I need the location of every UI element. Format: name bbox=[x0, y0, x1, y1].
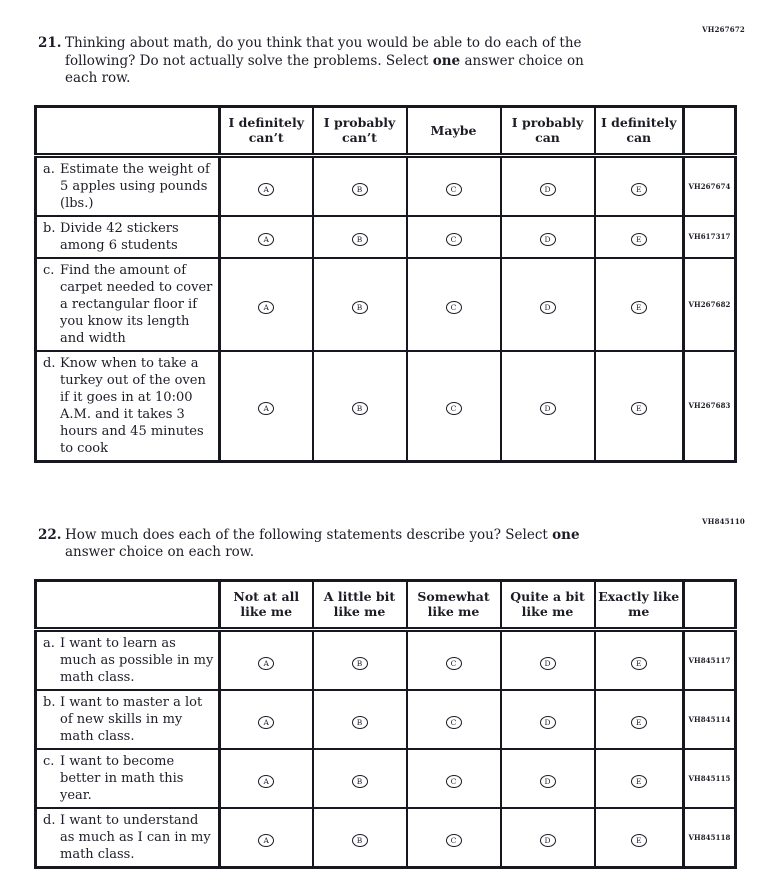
q21-row-c-cell-3 bbox=[407, 258, 501, 351]
q21-row-b-cell-2 bbox=[313, 216, 407, 258]
q22-row-a bbox=[36, 629, 736, 690]
row-statement: I want to become better in math this year. bbox=[60, 753, 184, 803]
q21-row-d-cell-4 bbox=[501, 351, 595, 462]
option-bubble-d[interactable]: D bbox=[540, 716, 556, 729]
question-21 bbox=[38, 35, 768, 88]
q21-row-b-cell-1 bbox=[220, 216, 313, 258]
option-bubble-e[interactable]: E bbox=[631, 301, 647, 314]
q21-row-d-cell-3 bbox=[407, 351, 501, 462]
q21-row-a-cell-5 bbox=[595, 155, 684, 216]
option-bubble-e[interactable]: E bbox=[631, 775, 647, 788]
q21-row-a-code: VH267674 bbox=[684, 155, 736, 216]
row-letter: a. bbox=[43, 161, 55, 177]
row-letter: a. bbox=[43, 635, 55, 651]
q21-row-a-cell-4 bbox=[501, 155, 595, 216]
option-bubble-b[interactable]: B bbox=[352, 834, 368, 847]
q21-row-a-label bbox=[36, 155, 220, 216]
option-bubble-b[interactable]: B bbox=[352, 657, 368, 670]
row-letter: c. bbox=[43, 753, 55, 769]
question-22-accession-code: VH845110 bbox=[702, 516, 745, 526]
option-bubble-d[interactable]: D bbox=[540, 402, 556, 415]
option-bubble-e[interactable]: E bbox=[631, 183, 647, 196]
option-bubble-b[interactable]: B bbox=[352, 301, 368, 314]
option-bubble-c[interactable]: C bbox=[446, 402, 462, 415]
q21-row-c-cell-5 bbox=[595, 258, 684, 351]
q22-header-col-5: Exactly like me bbox=[595, 580, 684, 629]
option-bubble-e[interactable]: E bbox=[631, 402, 647, 415]
question-21-table bbox=[34, 105, 737, 463]
q22-row-b-cell-1 bbox=[220, 690, 313, 749]
option-bubble-e[interactable]: E bbox=[631, 716, 647, 729]
row-statement: I want to learn as much as possible in my math class. bbox=[60, 635, 214, 685]
q22-row-c-cell-5 bbox=[595, 749, 684, 808]
q22-row-a-cell-1 bbox=[220, 629, 313, 690]
option-bubble-e[interactable]: E bbox=[631, 834, 647, 847]
option-bubble-d[interactable]: D bbox=[540, 233, 556, 246]
q21-header-col-4: I probably can bbox=[501, 106, 595, 155]
q22-row-b-code: VH845114 bbox=[684, 690, 736, 749]
option-bubble-a[interactable]: A bbox=[258, 301, 274, 314]
q22-row-a-label bbox=[36, 629, 220, 690]
row-statement: I want to master a lot of new skills in my math class. bbox=[60, 694, 203, 744]
q22-row-d bbox=[36, 808, 736, 868]
q21-row-d-cell-2 bbox=[313, 351, 407, 462]
option-bubble-c[interactable]: C bbox=[446, 775, 462, 788]
option-bubble-c[interactable]: C bbox=[446, 834, 462, 847]
q21-header-col-3: Maybe bbox=[407, 106, 501, 155]
option-bubble-e[interactable]: E bbox=[631, 233, 647, 246]
option-bubble-c[interactable]: C bbox=[446, 183, 462, 196]
option-bubble-b[interactable]: B bbox=[352, 233, 368, 246]
q22-header-col-2: A little bit like me bbox=[313, 580, 407, 629]
question-22 bbox=[38, 527, 768, 562]
option-bubble-b[interactable]: B bbox=[352, 183, 368, 196]
q22-row-c-cell-1 bbox=[220, 749, 313, 808]
option-bubble-b[interactable]: B bbox=[352, 716, 368, 729]
q22-row-b-cell-3 bbox=[407, 690, 501, 749]
option-bubble-d[interactable]: D bbox=[540, 183, 556, 196]
q21-row-b bbox=[36, 216, 736, 258]
q22-header-empty bbox=[36, 580, 220, 629]
question-21-accession-code: VH267672 bbox=[702, 25, 745, 34]
question-22-text: How much does each of the following statements describe you? Select one answer choice on each row. bbox=[65, 526, 580, 560]
q21-header-col-2: I probably can’t bbox=[313, 106, 407, 155]
option-bubble-a[interactable]: A bbox=[258, 657, 274, 670]
q22-header-code-empty bbox=[684, 580, 736, 629]
q22-row-b-cell-2 bbox=[313, 690, 407, 749]
option-bubble-c[interactable]: C bbox=[446, 657, 462, 670]
q22-row-d-cell-2 bbox=[313, 808, 407, 868]
q22-row-a-cell-2 bbox=[313, 629, 407, 690]
q21-row-d-label bbox=[36, 351, 220, 462]
row-statement: I want to understand as much as I can in my math class. bbox=[60, 812, 211, 862]
q22-row-d-code: VH845118 bbox=[684, 808, 736, 868]
q21-header-code-empty bbox=[684, 106, 736, 155]
q21-row-a-cell-1 bbox=[220, 155, 313, 216]
q22-row-d-label bbox=[36, 808, 220, 868]
q21-row-b-code: VH617317 bbox=[684, 216, 736, 258]
q21-header-col-1: I definitely can’t bbox=[220, 106, 313, 155]
q21-row-a-cell-2 bbox=[313, 155, 407, 216]
q22-row-c-label bbox=[36, 749, 220, 808]
option-bubble-a[interactable]: A bbox=[258, 716, 274, 729]
option-bubble-d[interactable]: D bbox=[540, 657, 556, 670]
q21-row-d-code: VH267683 bbox=[684, 351, 736, 462]
q21-row-c-cell-4 bbox=[501, 258, 595, 351]
q22-row-a-code: VH845117 bbox=[684, 629, 736, 690]
row-statement: Estimate the weight of 5 apples using pounds (lbs.) bbox=[60, 161, 210, 211]
row-statement: Know when to take a turkey out of the oven if it goes in at 10:00 A.M. and it takes 3 hours and 45 minutes to cook bbox=[60, 355, 206, 456]
row-letter: d. bbox=[43, 812, 56, 828]
option-bubble-d[interactable]: D bbox=[540, 301, 556, 314]
row-letter: b. bbox=[43, 694, 56, 710]
question-21-text: Thinking about math, do you think that you would be able to do each of the following? Do not actually solve the problems. Select one answer choice on each row. bbox=[65, 35, 584, 86]
q21-row-b-cell-4 bbox=[501, 216, 595, 258]
q22-row-d-cell-4 bbox=[501, 808, 595, 868]
q21-header-empty bbox=[36, 106, 220, 155]
q21-row-d-cell-1 bbox=[220, 351, 313, 462]
q22-row-a-cell-5 bbox=[595, 629, 684, 690]
row-statement: Find the amount of carpet needed to cover a rectangular floor if you know its length and width bbox=[60, 262, 213, 346]
q22-row-c-cell-3 bbox=[407, 749, 501, 808]
option-bubble-c[interactable]: C bbox=[446, 716, 462, 729]
q22-row-c-cell-4 bbox=[501, 749, 595, 808]
q22-header-row bbox=[36, 580, 736, 629]
q22-row-b-label bbox=[36, 690, 220, 749]
q21-row-b-cell-3 bbox=[407, 216, 501, 258]
q21-row-b-label bbox=[36, 216, 220, 258]
question-22-number: 22. bbox=[38, 526, 62, 543]
option-bubble-a[interactable]: A bbox=[258, 402, 274, 415]
option-bubble-d[interactable]: D bbox=[540, 775, 556, 788]
q21-row-a-cell-3 bbox=[407, 155, 501, 216]
option-bubble-c[interactable]: C bbox=[446, 301, 462, 314]
row-letter: c. bbox=[43, 262, 55, 278]
q22-header-col-1: Not at all like me bbox=[220, 580, 313, 629]
option-bubble-b[interactable]: B bbox=[352, 402, 368, 415]
row-statement: Divide 42 stickers among 6 students bbox=[60, 220, 179, 253]
option-bubble-b[interactable]: B bbox=[352, 775, 368, 788]
q21-row-d bbox=[36, 351, 736, 462]
q21-row-c-cell-2 bbox=[313, 258, 407, 351]
question-22-table bbox=[34, 579, 737, 869]
option-bubble-a[interactable]: A bbox=[258, 183, 274, 196]
q22-row-a-cell-4 bbox=[501, 629, 595, 690]
q21-row-c-label bbox=[36, 258, 220, 351]
row-letter: d. bbox=[43, 355, 56, 371]
q21-row-c-code: VH267682 bbox=[684, 258, 736, 351]
q21-header-row bbox=[36, 106, 736, 155]
q22-row-b-cell-4 bbox=[501, 690, 595, 749]
question-21-number: 21. bbox=[38, 35, 62, 51]
q21-header-col-5: I definitely can bbox=[595, 106, 684, 155]
option-bubble-a[interactable]: A bbox=[258, 834, 274, 847]
q22-header-col-4: Quite a bit like me bbox=[501, 580, 595, 629]
q21-row-b-cell-5 bbox=[595, 216, 684, 258]
q21-row-a bbox=[36, 155, 736, 216]
q22-row-d-cell-3 bbox=[407, 808, 501, 868]
option-bubble-a[interactable]: A bbox=[258, 233, 274, 246]
q22-header-col-3: Somewhat like me bbox=[407, 580, 501, 629]
q21-row-d-cell-5 bbox=[595, 351, 684, 462]
option-bubble-d[interactable]: D bbox=[540, 834, 556, 847]
q22-row-c-cell-2 bbox=[313, 749, 407, 808]
q22-row-d-cell-1 bbox=[220, 808, 313, 868]
q21-row-c bbox=[36, 258, 736, 351]
q22-row-d-cell-5 bbox=[595, 808, 684, 868]
option-bubble-a[interactable]: A bbox=[258, 775, 274, 788]
row-letter: b. bbox=[43, 220, 56, 236]
q22-row-b-cell-5 bbox=[595, 690, 684, 749]
option-bubble-c[interactable]: C bbox=[446, 233, 462, 246]
q22-row-c-code: VH845115 bbox=[684, 749, 736, 808]
q22-row-b bbox=[36, 690, 736, 749]
q21-row-c-cell-1 bbox=[220, 258, 313, 351]
q22-row-c bbox=[36, 749, 736, 808]
option-bubble-e[interactable]: E bbox=[631, 657, 647, 670]
q22-row-a-cell-3 bbox=[407, 629, 501, 690]
